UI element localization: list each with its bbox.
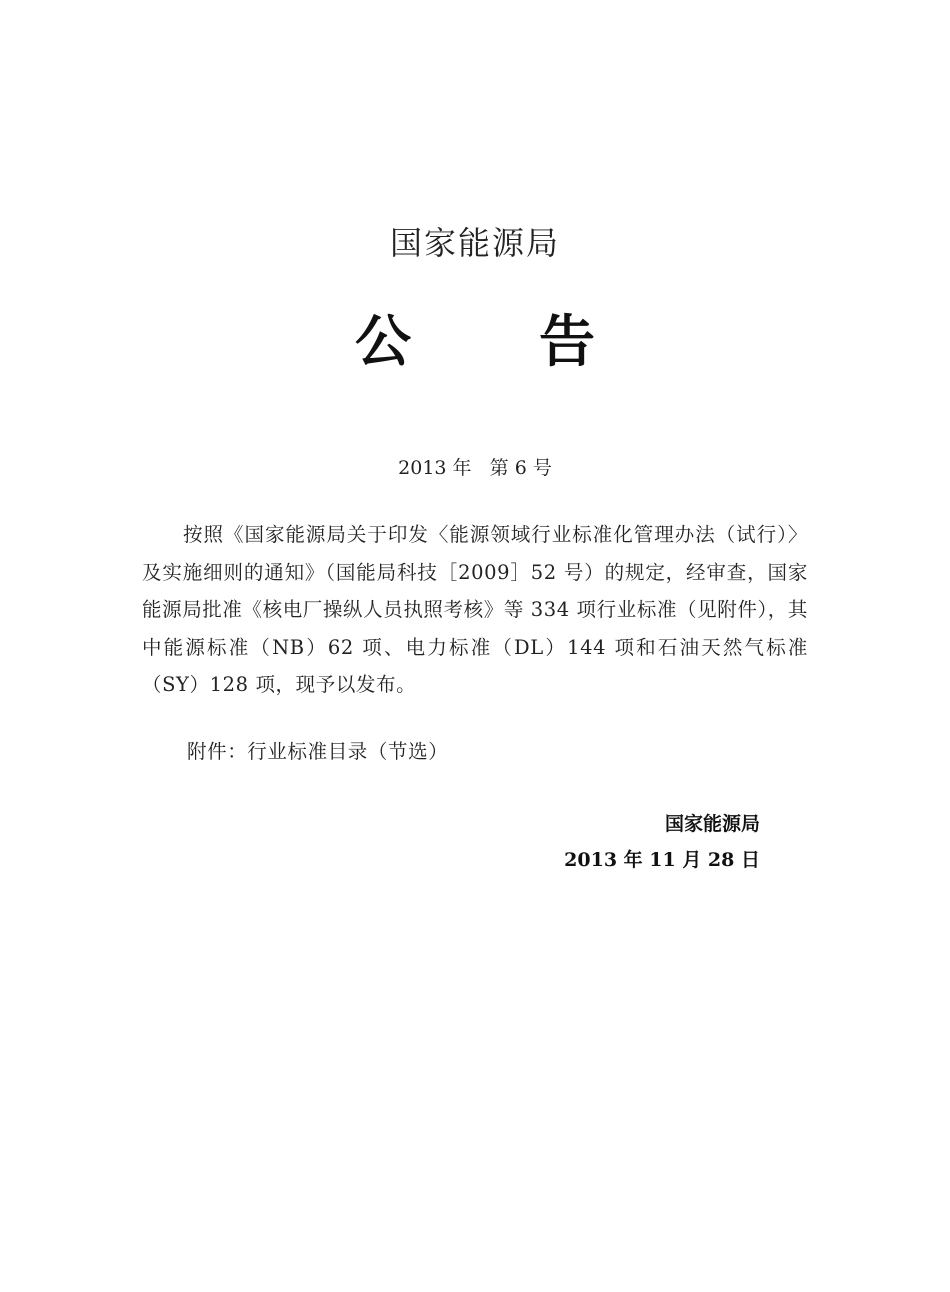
page-title: 公告 bbox=[355, 310, 723, 375]
signature-organization: 国家能源局 bbox=[664, 813, 760, 835]
announcement-body: 按照《国家能源局关于印发〈能源领域行业标准化管理办法（试行）〉及实施细则的通知》（国能局科技［2009］52 号）的规定，经审查，国家能源局批准《核电厂操纵人员执照考核》等 334 项行业标准（见附件），其中能源标准（NB）62 项、电力标准（DL）144 项和石油天然气标准（SY）128 项，现予以发布。 bbox=[142, 523, 808, 696]
attachment-note: 附件：行业标准目录（节选） bbox=[187, 740, 449, 763]
issuer-heading: 国家能源局 bbox=[389, 224, 560, 262]
signature-date: 2013 年 11 月 28 日 bbox=[564, 849, 760, 871]
signature-block bbox=[564, 806, 760, 878]
document-number: 2013 年 第 6 号 bbox=[398, 457, 552, 479]
